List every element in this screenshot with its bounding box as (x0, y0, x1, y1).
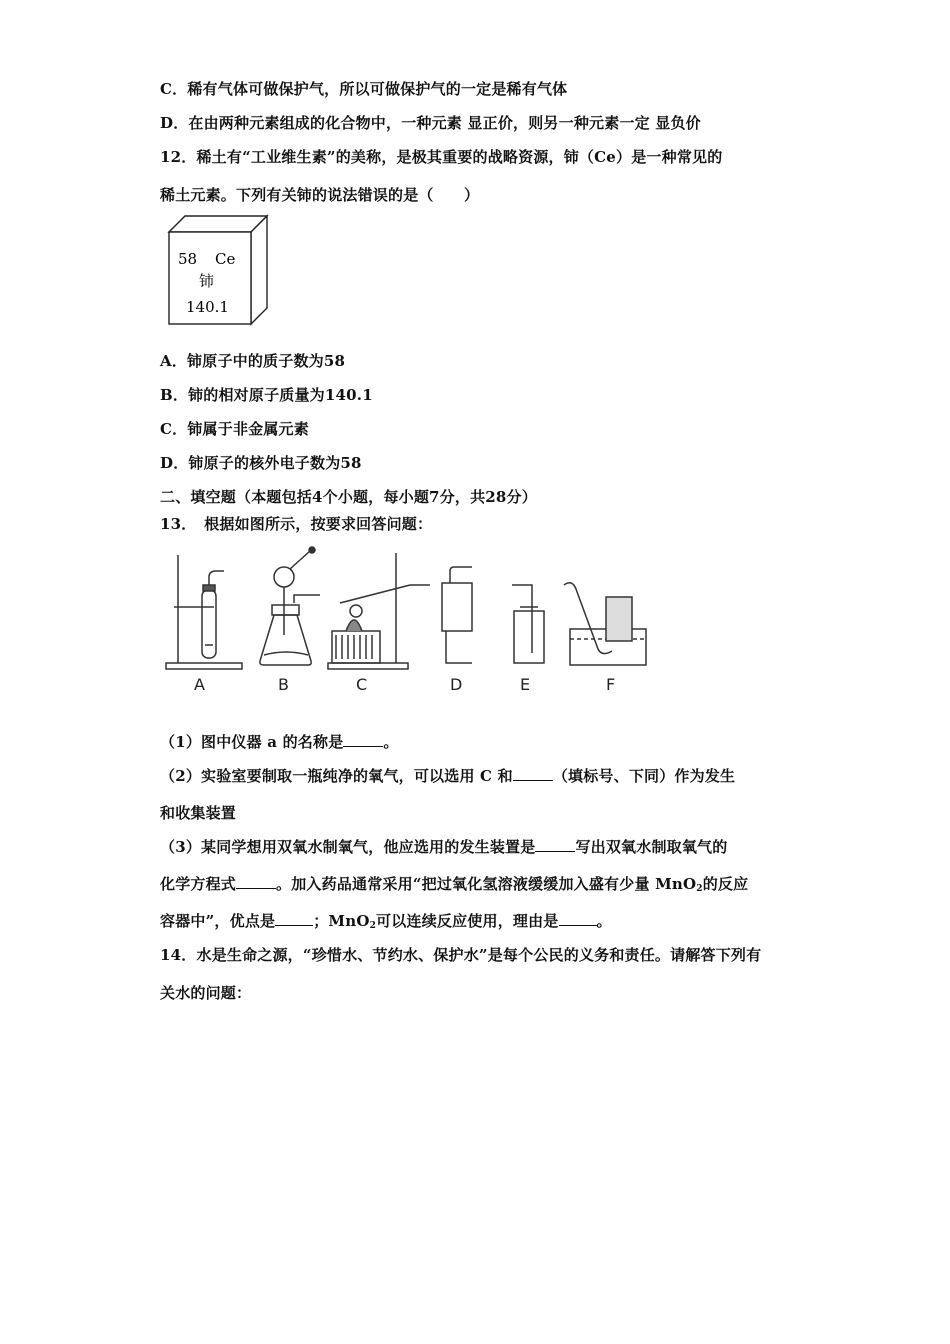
q12-stem-line2: 稀土元素。下列有关铈的说法错误的是（ ） (160, 186, 480, 204)
figure-label-b: B (278, 675, 289, 694)
apparatus-b (260, 547, 320, 665)
q13-part2: （2）实验室要制取一瓶纯净的氧气，可以选用 C 和 （填标号、下同）作为发生 (160, 767, 736, 785)
q14-line2: 关水的问题： (160, 984, 252, 1002)
apparatus-f (564, 583, 646, 665)
element-symbol: Ce (215, 250, 236, 268)
lab-apparatus-figure (160, 545, 660, 695)
section-heading: 二、填空题（本题包括4个小题，每小题7分，共28分） (160, 488, 537, 506)
element-card-cerium (165, 214, 275, 326)
q12-option-d: D．铈原子的核外电子数为58 (160, 454, 362, 472)
q13-part3-line2: 化学方程式 。加入药品通常采用“把过氧化氢溶液缓缓加入盛有少量 MnO$_2$的反应 (160, 875, 749, 894)
q13-part2-line2: 和收集装置 (160, 804, 237, 822)
q11-option-d: D．在由两种元素组成的化合物中，一种元素 显正价，则另一种元素一定 显负价 (160, 114, 701, 132)
answer-blank[interactable] (559, 911, 597, 926)
answer-blank[interactable] (513, 766, 553, 781)
q14-line1: 14．水是生命之源，“珍惜水、节约水、保护水”是每个公民的义务和责任。请解答下列有 (160, 946, 762, 964)
q13-part3: （3）某同学想用双氧水制氧气，他应选用的发生装置是 写出双氧水制取氧气的 (160, 838, 728, 856)
q12-option-c: C．铈属于非金属元素 (160, 420, 309, 438)
q13-stem: 13． 根据如图所示，按要求回答问题： (160, 515, 433, 533)
apparatus-d (442, 567, 472, 663)
figure-label-f: F (606, 675, 616, 694)
answer-blank[interactable] (275, 911, 313, 926)
apparatus-e (512, 585, 544, 663)
answer-blank[interactable] (535, 837, 575, 852)
q12-option-b: B．铈的相对原子质量为140.1 (160, 386, 373, 404)
element-mass: 140.1 (186, 298, 229, 316)
figure-label-a: A (194, 675, 205, 694)
q12-stem-line1: 12．稀土有“工业维生素”的美称，是极其重要的战略资源，铈（Ce）是一种常见的 (160, 148, 723, 166)
element-name: 铈 (199, 272, 215, 290)
q13-part1: （1）图中仪器 a 的名称是 。 (160, 733, 399, 751)
answer-blank[interactable] (343, 732, 383, 747)
element-atomic-number: 58 (178, 250, 198, 268)
q13-part3-line3: 容器中”，优点是 ；MnO$_2$可以连续反应使用，理由是 。 (160, 912, 612, 931)
apparatus-c (328, 553, 430, 669)
figure-label-c: C (356, 675, 368, 694)
answer-blank[interactable] (236, 874, 276, 889)
q11-option-c: C．稀有气体可做保护气，所以可做保护气的一定是稀有气体 (160, 80, 568, 98)
figure-label-d: D (450, 675, 463, 694)
q12-option-a: A．铈原子中的质子数为58 (160, 352, 346, 370)
apparatus-a (166, 555, 242, 669)
figure-label-e: E (520, 675, 531, 694)
